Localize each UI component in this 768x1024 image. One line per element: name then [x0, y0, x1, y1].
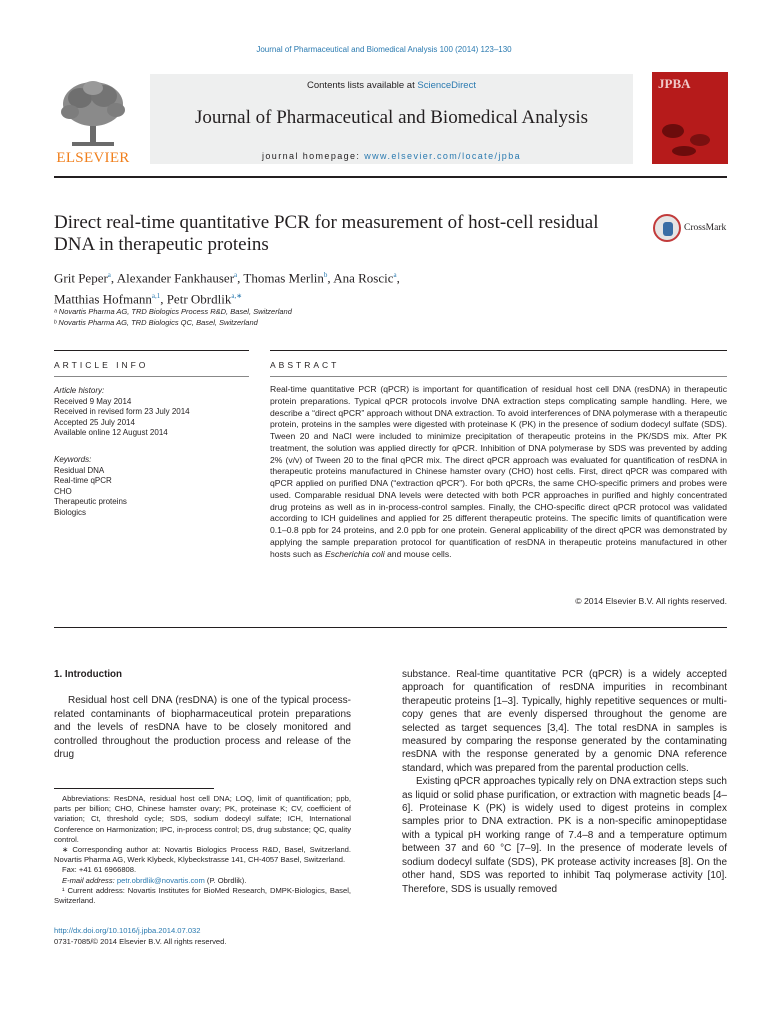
article-title: Direct real-time quantitative PCR for measurement of host-cell residual DNA in therapeutic proteins [54, 212, 599, 255]
paragraph: Residual host cell DNA (resDNA) is one of the typical process-related contaminants of biopharmaceutical protein preparations and the levels of resDNA have to be closely monitored and controlled throughout the production process and release of the drug [54, 695, 351, 761]
doi-block [54, 926, 351, 947]
keyword: Biologics [54, 507, 87, 517]
author: Thomas Merlin [243, 270, 324, 286]
divider [54, 350, 249, 351]
journal-cover-image [652, 72, 728, 164]
cover-graphic [662, 124, 684, 138]
doi-link[interactable]: http://dx.doi.org/10.1016/j.jpba.2014.07.032 [54, 926, 201, 935]
author: Matthias Hofmann [54, 291, 152, 307]
affiliation: ᵃ Novartis Pharma AG, TRD Biologics Process R&D, Basel, Switzerland [54, 307, 292, 316]
journal-reference[interactable]: Journal of Pharmaceutical and Biomedical Analysis 100 (2014) 123–130 [256, 45, 512, 54]
journal-homepage [150, 151, 633, 161]
history-label: Article history: [54, 386, 105, 395]
author: Grit Peper [54, 270, 108, 286]
crossmark-badge[interactable] [653, 212, 733, 246]
homepage-link[interactable]: www.elsevier.com/locate/jpba [364, 151, 522, 161]
author-list: Grit Peper$^a$, Alexander Fankhauser$^a$, Thomas Merlin$^b$, Ana Roscic$^a$, Matthias Hofmann$^{a,1}$, Petr Obrdlik$^{a,∗}$ [54, 270, 400, 307]
article-info-heading: ARTICLE INFO [54, 360, 149, 370]
journal-title: Journal of Pharmaceutical and Biomedical Analysis [194, 107, 589, 128]
divider [54, 627, 727, 628]
section-heading: 1. Introduction [54, 669, 123, 680]
contents-prefix: Contents lists available at [307, 80, 415, 91]
homepage-prefix: journal homepage: [261, 151, 361, 161]
abstract-tail: and mouse cells. [387, 548, 452, 559]
author-affiliation-mark[interactable]: a [107, 271, 111, 279]
crossmark-label: CrossMark [684, 223, 727, 233]
cover-graphic [690, 134, 710, 146]
divider [54, 376, 249, 377]
affiliations [54, 306, 614, 328]
footnotes [54, 794, 351, 906]
keywords [54, 455, 254, 518]
footnote-fax: Fax: +41 61 6966808. [62, 865, 137, 875]
author-affiliation-mark[interactable]: b [323, 271, 328, 279]
body-left-column [54, 668, 351, 761]
abstract-species: Escherichia coli [324, 548, 385, 559]
author: Petr Obrdlik [166, 291, 232, 307]
abstract-copyright: © 2014 Elsevier B.V. All rights reserved. [575, 596, 727, 606]
author-affiliation-mark[interactable]: a [234, 271, 238, 279]
divider [270, 350, 727, 351]
author-affiliation-mark[interactable]: a [393, 271, 397, 279]
paragraph: substance. Real-time quantitative PCR (qPCR) is a widely accepted approach for quantification of resDNA impurities in recombinant therapeutic proteins [1–3]. Typically, highly repetitive sequences or multi-copy genes that are evenly dispersed throughout the genome are selected as target sequences [3,4]. The total resDNA in samples is measured by comparing the response generated by the contaminating resDNA with the response generated by a genomic DNA reference standard, which was prepared from the parental production cells. [402, 669, 727, 774]
keyword: Residual DNA [54, 465, 105, 475]
cover-graphic [672, 146, 696, 156]
footnote-divider [54, 788, 214, 789]
email-label: E-mail address: [62, 875, 115, 885]
footnote-email [54, 876, 351, 886]
header-divider [54, 176, 727, 178]
footnote-corresponding: ∗ Corresponding author at: Novartis Biologics Process R&D, Basel, Switzerland. Novartis Pharma AG, Werk Klybeck, Klybeckstrasse 141, CH-4057 Basel, Switzerland. [54, 845, 351, 865]
keyword: Therapeutic proteins [54, 497, 127, 506]
author-affiliation-mark[interactable]: a,1 [151, 292, 161, 301]
article-history [54, 386, 254, 439]
abstract-text [270, 384, 727, 560]
sciencedirect-link[interactable]: ScienceDirect [417, 80, 476, 91]
history-item: Available online 12 August 2014 [54, 428, 168, 437]
keyword: CHO [54, 486, 72, 496]
contents-line [150, 80, 633, 91]
crossmark-icon [653, 214, 681, 242]
author-affiliation-mark[interactable]: a,∗ [231, 292, 243, 301]
footnote-current-address: ¹ Current address: Novartis Institutes for BioMed Research, DMPK-Biologics, Basel, Switzerland. [54, 885, 351, 906]
keywords-label: Keywords: [54, 455, 92, 464]
history-item: Accepted 25 July 2014 [54, 417, 135, 427]
body-right-column [402, 668, 727, 896]
publisher-wordmark: ELSEVIER [56, 150, 130, 166]
history-item: Received in revised form 23 July 2014 [54, 407, 190, 416]
footnote-abbreviations: Abbreviations: ResDNA, residual host cell DNA; LOQ, limit of quantification; ppb, parts per billion; CHO, Chinese hamster ovary; PK, proteinase K; CV, coefficient of variation; Ct, threshold cycle; SDS, sodium dodecyl sulfate; ICH, International Conference on Harmonization; IPC, in-process control; DS, drug substance; QC, quality control. [54, 794, 351, 844]
cover-title: JPBA [658, 76, 691, 91]
author: Ana Roscic [333, 270, 394, 286]
history-item: Received 9 May 2014 [54, 396, 132, 406]
keyword: Real-time qPCR [54, 476, 112, 485]
abstract-heading: ABSTRACT [270, 360, 340, 370]
abstract-body: Real-time quantitative PCR (qPCR) is important for quantification of residual host cell DNA (resDNA) in therapeutic protein preparations. Typical qPCR protocols involve DNA extraction steps complicating sample handling. Here, we describe a “direct qPCR” approach without DNA extraction. To avoid interferences of DNA polymerase with a therapeutic protein, proteins in the samples were digested with proteinase K (PK) in the presence of sodium dodecyl sulfate (SDS). Tween 20 and NaCl were included to minimize precipitation of therapeutic proteins in the PK/SDS mix. After PK treatment, the solution was applied directly for qPCR. Inhibition of DNA polymerase by SDS was prevented by adding 2% (v/v) of Tween 20 to the final qPCR mix. The direct qPCR approach was evaluated for quantification of resDNA in therapeutic proteins manufactured in Chinese hamster ovary (CHO) host cells. First, direct qPCR was compared with qPCR applied on purified DNA (“extraction qPCR”). For both qPCRs, the same CHO-specific primers and probes were used. Comparable residual DNA levels were detected with both PCR approaches in purified and highly concentrated drug proteins as well as in in-process-control samples. Finally, the CHO-specific direct qPCR protocol was validated according to ICH guidelines and applied for 25 different therapeutic proteins. The specific limits of quantification were 0.1–0.8 ppb for 24 proteins, and 2.0 ppb for one protein. General applicability of the direct qPCR was demonstrated by applying the sample preparation protocol for quantification of resDNA in therapeutic proteins manufactured in other hosts such as [270, 384, 727, 559]
paragraph: Existing qPCR approaches typically rely on DNA extraction steps such as liquid or solid phase purification, or extraction with magnetic beads [4–6]. Proteinase K (PK) is widely used to digest proteins in complex samples prior to DNA extraction. PK is a non-specific aminopeptidase with a typical pH working range of 7.4–8 and a temperature optimum between 37 and 60 °C [7–9]. In the presence of moderate levels of sodium dodecyl sulfate (SDS), PK protease activity increases [8]. On the other hand, SDS was reported to inhibit Taq polymerase activity [10]. Therefore, SDS is usually removed [402, 776, 727, 895]
author: Alexander Fankhauser [116, 270, 235, 286]
affiliation: ᵇ Novartis Pharma AG, TRD Biologics QC, Basel, Switzerland [54, 318, 258, 327]
email-link[interactable]: petr.obrdlik@novartis.com [116, 875, 205, 885]
email-suffix: (P. Obrdlik). [206, 875, 247, 885]
divider [270, 376, 727, 377]
issn-line: 0731-7085/© 2014 Elsevier B.V. All rights reserved. [54, 936, 227, 946]
